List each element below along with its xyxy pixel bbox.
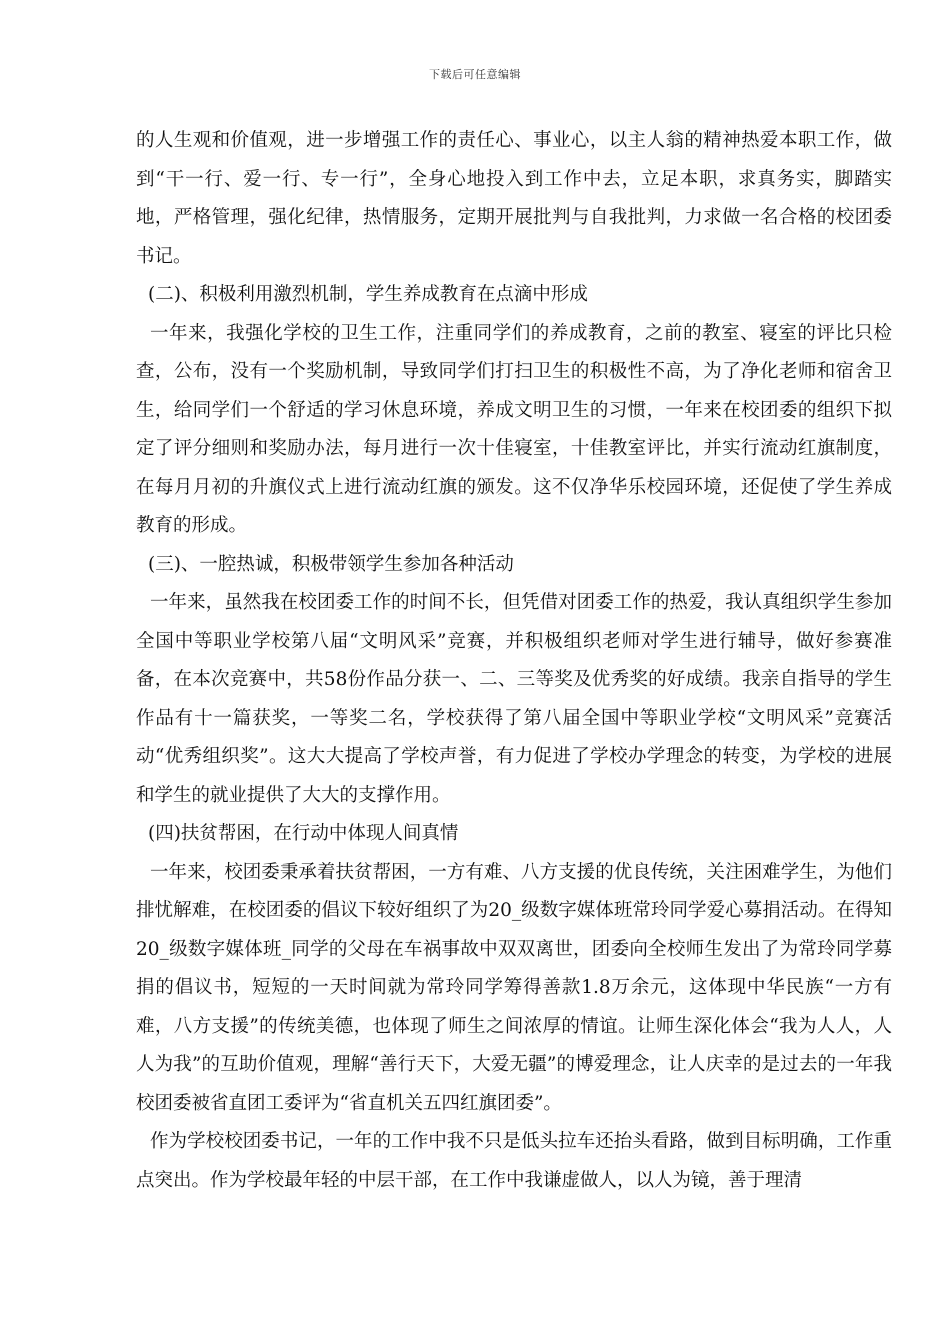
document-body xyxy=(136,122,892,1200)
section-heading-4: (四)扶贫帮困，在行动中体现人间真情 xyxy=(148,823,459,844)
paragraph-2: 一年来，我强化学校的卫生工作，注重同学们的养成教育，之前的教室、寝室的评比只检查，公布，没有一个奖励机制，导致同学们打扫卫生的积极性不高，为了净化老师和宿舍卫生，给同学们一个舒适的学习休息环境，养成文明卫生的习惯，一年来在校团委的组织下拟定了评分细则和奖励办法，每月进行一次十佳寝室，十佳教室评比，并实行流动红旗制度，在每月月初的升旗仪式上进行流动红旗的颁发。这不仅净华乐校园环境，还促使了学生养成教育的形成。 xyxy=(136,322,892,536)
paragraph-1: 的人生观和价值观，进一步增强工作的责任心、事业心，以主人翁的精神热爱本职工作，做到“干一行、爱一行、专一行”，全身心地投入到工作中去，立足本职，求真务实，脚踏实地，严格管理，强化纪律，热情服务，定期开展批判与自我批判，力求做一名合格的校团委书记。 xyxy=(136,130,892,267)
section-heading-2: (二)、积极利用激烈机制，学生养成教育在点滴中形成 xyxy=(148,284,588,305)
section-heading-3: (三)、一腔热诚，积极带领学生参加各种活动 xyxy=(148,553,514,575)
paragraph-3: 一年来，虽然我在校团委工作的时间不长，但凭借对团委工作的热爱，我认真组织学生参加全国中等职业学校第八届“文明风采”竞赛，并积极组织老师对学生进行辅导，做好参赛准备，在本次竞赛中，共58份作品分获一、二、三等奖及优秀奖的好成绩。我亲自指导的学生作品有十一篇获奖，一等奖二名，学校获得了第八届全国中等职业学校“文明风采”竞赛活动“优秀组织奖”。这大大提高了学校声誉，有力促进了学校办学理念的转变，为学校的进展和学生的就业提供了大大的支撑作用。 xyxy=(136,592,892,806)
paragraph-5: 作为学校校团委书记，一年的工作中我不只是低头拉车还抬头看路，做到目标明确，工作重点突出。作为学校最年轻的中层干部，在工作中我谦虚做人，以人为镜，善于理清 xyxy=(136,1131,892,1191)
paragraph-4: 一年来，校团委秉承着扶贫帮困，一方有难、八方支援的优良传统，关注困难学生，为他们排忧解难，在校团委的倡议下较好组织了为20_级数字媒体班常玲同学爱心募捐活动。在得知20_级数字媒体班_同学的父母在车祸事故中双双离世，团委向全校师生发出了为常玲同学募捐的倡议书，短短的一天时间就为常玲同学筹得善款1.8万余元，这体现中华民族“一方有难，八方支援”的传统美德，也体现了师生之间浓厚的情谊。让师生深化体会“我为人人，人人为我”的互助价值观，理解“善行天下，大爱无疆”的博爱理念，让人庆幸的是过去的一年我校团委被省直团工委评为“省直机关五四红旗团委”。 xyxy=(136,861,892,1114)
page-header: 下载后可任意编辑 xyxy=(429,68,521,81)
